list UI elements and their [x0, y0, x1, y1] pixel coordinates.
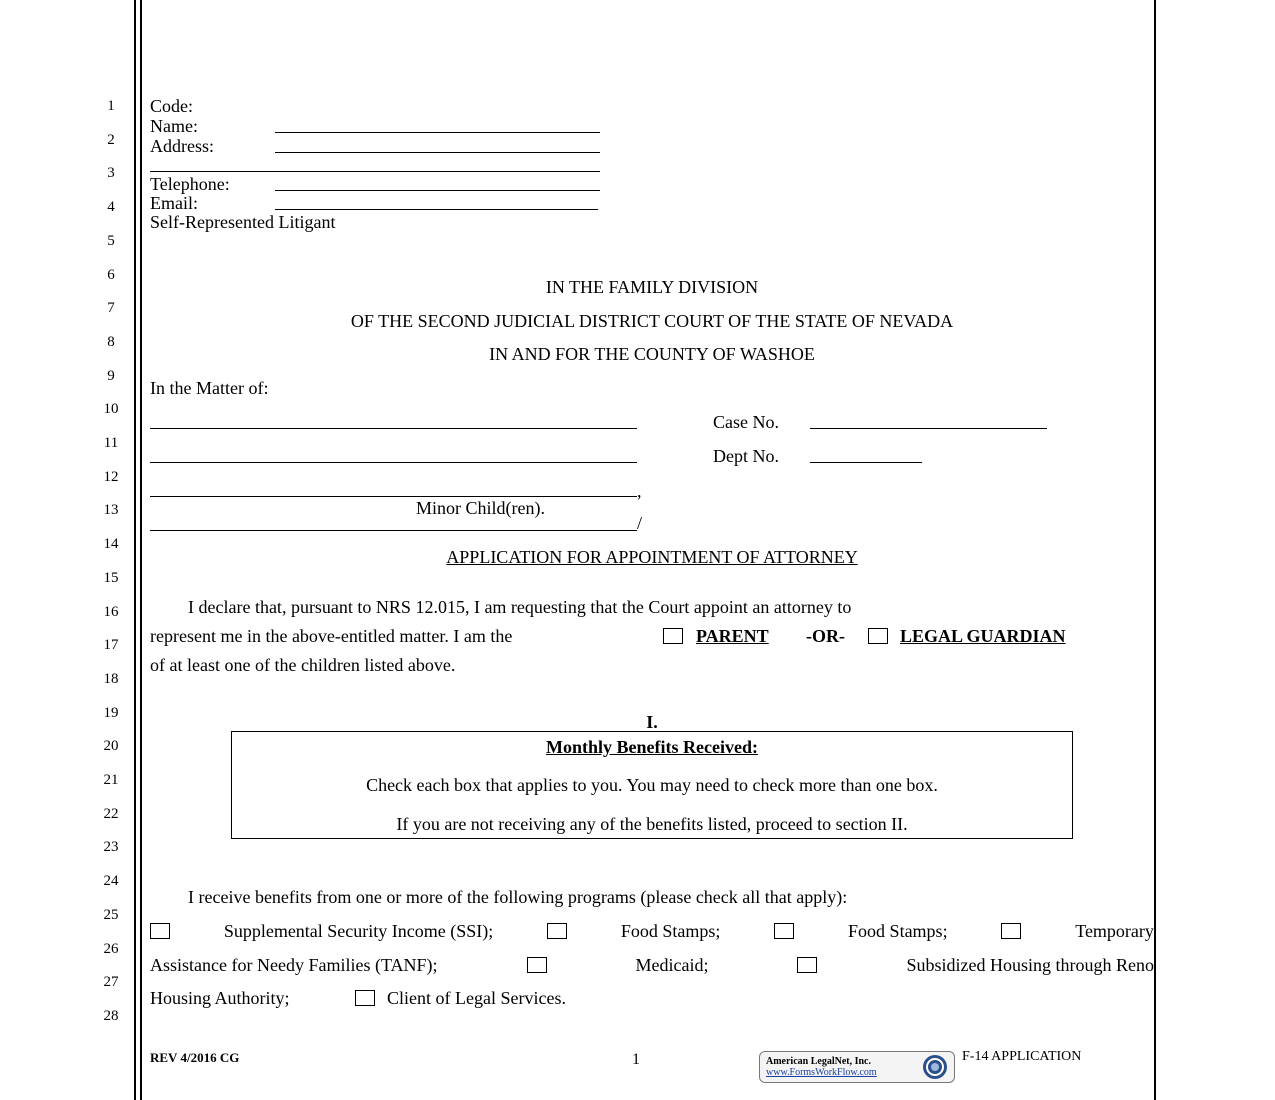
legal-guardian-label: LEGAL GUARDIAN	[900, 626, 1066, 646]
tanf-checkbox[interactable]	[1001, 923, 1021, 939]
address-label: Address:	[150, 136, 214, 156]
medicaid-checkbox[interactable]	[527, 957, 547, 973]
self-represented-litigant: Self-Represented Litigant	[150, 212, 336, 232]
logo-url-link[interactable]: www.FormsWorkFlow.com	[766, 1067, 877, 1078]
case-no-field[interactable]	[810, 428, 1047, 429]
page-number: 1	[632, 1051, 640, 1068]
address-field-1[interactable]	[275, 152, 600, 153]
line-number: 24	[103, 873, 119, 890]
legal-guardian-checkbox[interactable]	[868, 628, 888, 644]
line-number: 13	[103, 502, 119, 519]
legal-services-label: Client of Legal Services.	[387, 988, 566, 1008]
line-number: 16	[103, 603, 119, 620]
caption-slash: /	[637, 513, 643, 533]
party-field-1[interactable]	[150, 428, 637, 429]
dept-no-field[interactable]	[810, 462, 922, 463]
name-field[interactable]	[275, 132, 600, 133]
line-number: 18	[103, 670, 119, 687]
line-number: 2	[107, 131, 115, 148]
party-field-2[interactable]	[150, 462, 637, 463]
court-line-3: IN AND FOR THE COUNTY OF WASHOE	[489, 344, 815, 364]
right-margin-rule	[1154, 0, 1156, 1100]
temporary-label: Temporary	[1075, 921, 1154, 941]
legal-services-checkbox[interactable]	[355, 990, 375, 1006]
caption-comma: ,	[637, 481, 642, 501]
benefits-row-2	[150, 954, 1154, 976]
line-number: 7	[107, 300, 115, 317]
line-number: 22	[103, 805, 119, 822]
or-label: -OR-	[806, 626, 845, 646]
line-number: 12	[103, 468, 119, 485]
food-stamps-checkbox-2[interactable]	[774, 923, 794, 939]
american-legalnet-logo[interactable]	[759, 1051, 955, 1083]
line-number: 9	[107, 367, 115, 384]
section-instruction-1: Check each box that applies to you. You may need to check more than one box.	[366, 775, 938, 795]
line-number: 25	[103, 906, 119, 923]
food-stamps-label-1: Food Stamps;	[620, 921, 721, 941]
line-number: 10	[103, 401, 119, 418]
court-line-1: IN THE FAMILY DIVISION	[545, 277, 759, 297]
code-label: Code:	[150, 96, 193, 116]
party-field-3[interactable]	[150, 496, 637, 497]
line-number: 19	[103, 704, 119, 721]
ssi-checkbox[interactable]	[150, 923, 170, 939]
food-stamps-checkbox-1[interactable]	[547, 923, 567, 939]
line-number: 8	[107, 333, 115, 350]
email-field[interactable]	[275, 209, 598, 210]
housing-label-continued: Housing Authority;	[150, 988, 290, 1008]
line-number: 11	[103, 435, 119, 451]
declaration-line-3: of at least one of the children listed above.	[150, 655, 456, 675]
tanf-label: Assistance for Needy Families (TANF);	[150, 955, 438, 975]
parent-checkbox[interactable]	[663, 628, 683, 644]
section-heading: Monthly Benefits Received:	[546, 737, 758, 757]
address-field-2[interactable]	[150, 171, 600, 172]
line-number: 21	[103, 772, 119, 788]
housing-label: Subsidized Housing through Reno	[906, 955, 1154, 975]
line-number: 20	[103, 738, 119, 755]
food-stamps-label-2: Food Stamps;	[848, 921, 948, 941]
housing-checkbox[interactable]	[797, 957, 817, 973]
line-number: 6	[107, 266, 115, 283]
line-number: 4	[107, 199, 115, 216]
globe-icon	[918, 1053, 952, 1081]
left-margin-rule-outer	[134, 0, 136, 1100]
email-label: Email:	[150, 193, 198, 213]
name-label: Name:	[150, 116, 198, 136]
line-number: 17	[103, 637, 119, 654]
section-numeral: I.	[646, 712, 658, 732]
telephone-field[interactable]	[275, 190, 600, 191]
parent-label: PARENT	[696, 626, 769, 646]
document-title: APPLICATION FOR APPOINTMENT OF ATTORNEY	[446, 547, 858, 567]
line-number: 27	[103, 974, 119, 991]
declaration-line-1: I declare that, pursuant to NRS 12.015, I am requesting that the Court appoint an attorney to	[188, 597, 852, 617]
logo-company-name: American LegalNet, Inc.	[766, 1056, 871, 1067]
telephone-label: Telephone:	[150, 174, 230, 194]
line-number: 1	[107, 98, 115, 114]
ssi-label: Supplemental Security Income (SSI);	[223, 921, 494, 941]
party-field-4[interactable]	[150, 530, 637, 531]
medicaid-label: Medicaid;	[635, 955, 709, 975]
line-number: 28	[103, 1007, 119, 1024]
benefits-intro: I receive benefits from one or more of the following programs (please check all that apply):	[188, 887, 848, 907]
case-no-label: Case No.	[713, 412, 779, 432]
court-line-2: OF THE SECOND JUDICIAL DISTRICT COURT OF THE STATE OF NEVADA	[350, 311, 954, 331]
line-number: 14	[103, 536, 119, 553]
line-number: 15	[103, 569, 119, 586]
left-margin-rule-inner	[140, 0, 142, 1100]
line-number: 23	[103, 839, 119, 856]
section-instruction-2: If you are not receiving any of the benefits listed, proceed to section II.	[396, 814, 908, 834]
form-id-label: F-14 APPLICATION	[962, 1049, 1082, 1064]
matter-label: In the Matter of:	[150, 378, 269, 398]
minor-children-label: Minor Child(ren).	[416, 498, 545, 518]
line-number: 5	[107, 232, 115, 249]
revision-label: REV 4/2016 CG	[150, 1050, 240, 1065]
line-number: 3	[107, 165, 115, 182]
benefits-row-1	[150, 920, 1154, 942]
line-number: 26	[103, 940, 119, 957]
declaration-line-2: represent me in the above-entitled matter. I am the	[150, 626, 513, 646]
dept-no-label: Dept No.	[713, 446, 779, 466]
